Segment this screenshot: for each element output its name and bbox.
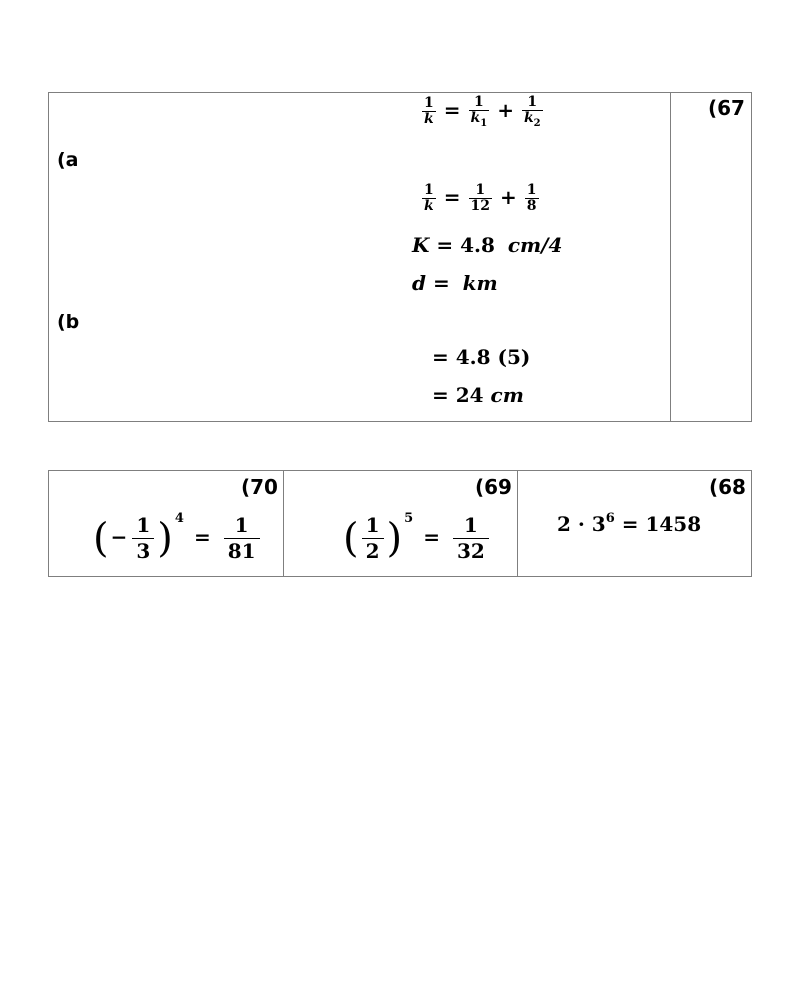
fraction-lhs: $\frac{1}{k}$ [424,182,434,214]
fraction-base: $\frac{1}{3}$ [132,513,154,564]
equation-70: ( − $\frac{1}{3}$ ) $^4$= $\frac{1}{81}$ [93,511,263,564]
fraction-base: $\frac{1}{2}$ [362,513,384,564]
equation-d-value: d = km [412,271,498,295]
equation-lens-formula: $\frac{1}{k}$ = $\frac{1}{k_1}$ + $\frac{1}{k_2}$ [424,94,541,129]
question-number-67: (67 [708,96,745,120]
fraction-result: $\frac{1}{32}$ [453,513,489,564]
column-divider [670,93,671,421]
fraction-term1: $\frac{1}{12}$ [470,182,490,214]
equation-substitution: $\frac{1}{k}$ = $\frac{1}{12}$ + $\frac{1}{8}$ [424,182,537,214]
part-a-label: (a [57,149,79,171]
column-divider [517,471,518,576]
answer-table-68-70 [48,470,752,577]
question-number-69: (69 [475,475,512,499]
equation-result: = 24 cm [432,383,524,407]
equation-68: $2 \cdot 3^6 = 1458$ [557,511,702,536]
fraction-term2: $\frac{1}{k_2}$ [523,94,541,129]
equation-k-value: K = 4.8 cm/4 [412,233,563,257]
fraction-lhs: $\frac{1}{k}$ [424,95,434,127]
part-b-label: (b [57,311,80,333]
answer-table-67 [48,92,752,422]
fraction-term1: $\frac{1}{k_1}$ [470,94,488,129]
question-number-68: (68 [709,475,746,499]
fraction-term2: $\frac{1}{8}$ [526,182,537,214]
question-number-70: (70 [241,475,278,499]
equation-69: ( $\frac{1}{2}$ ) $^5$= $\frac{1}{32}$ [343,511,492,564]
fraction-result: $\frac{1}{81}$ [224,513,260,564]
column-divider [283,471,284,576]
equation-step: = 4.8 (5) [432,345,531,369]
